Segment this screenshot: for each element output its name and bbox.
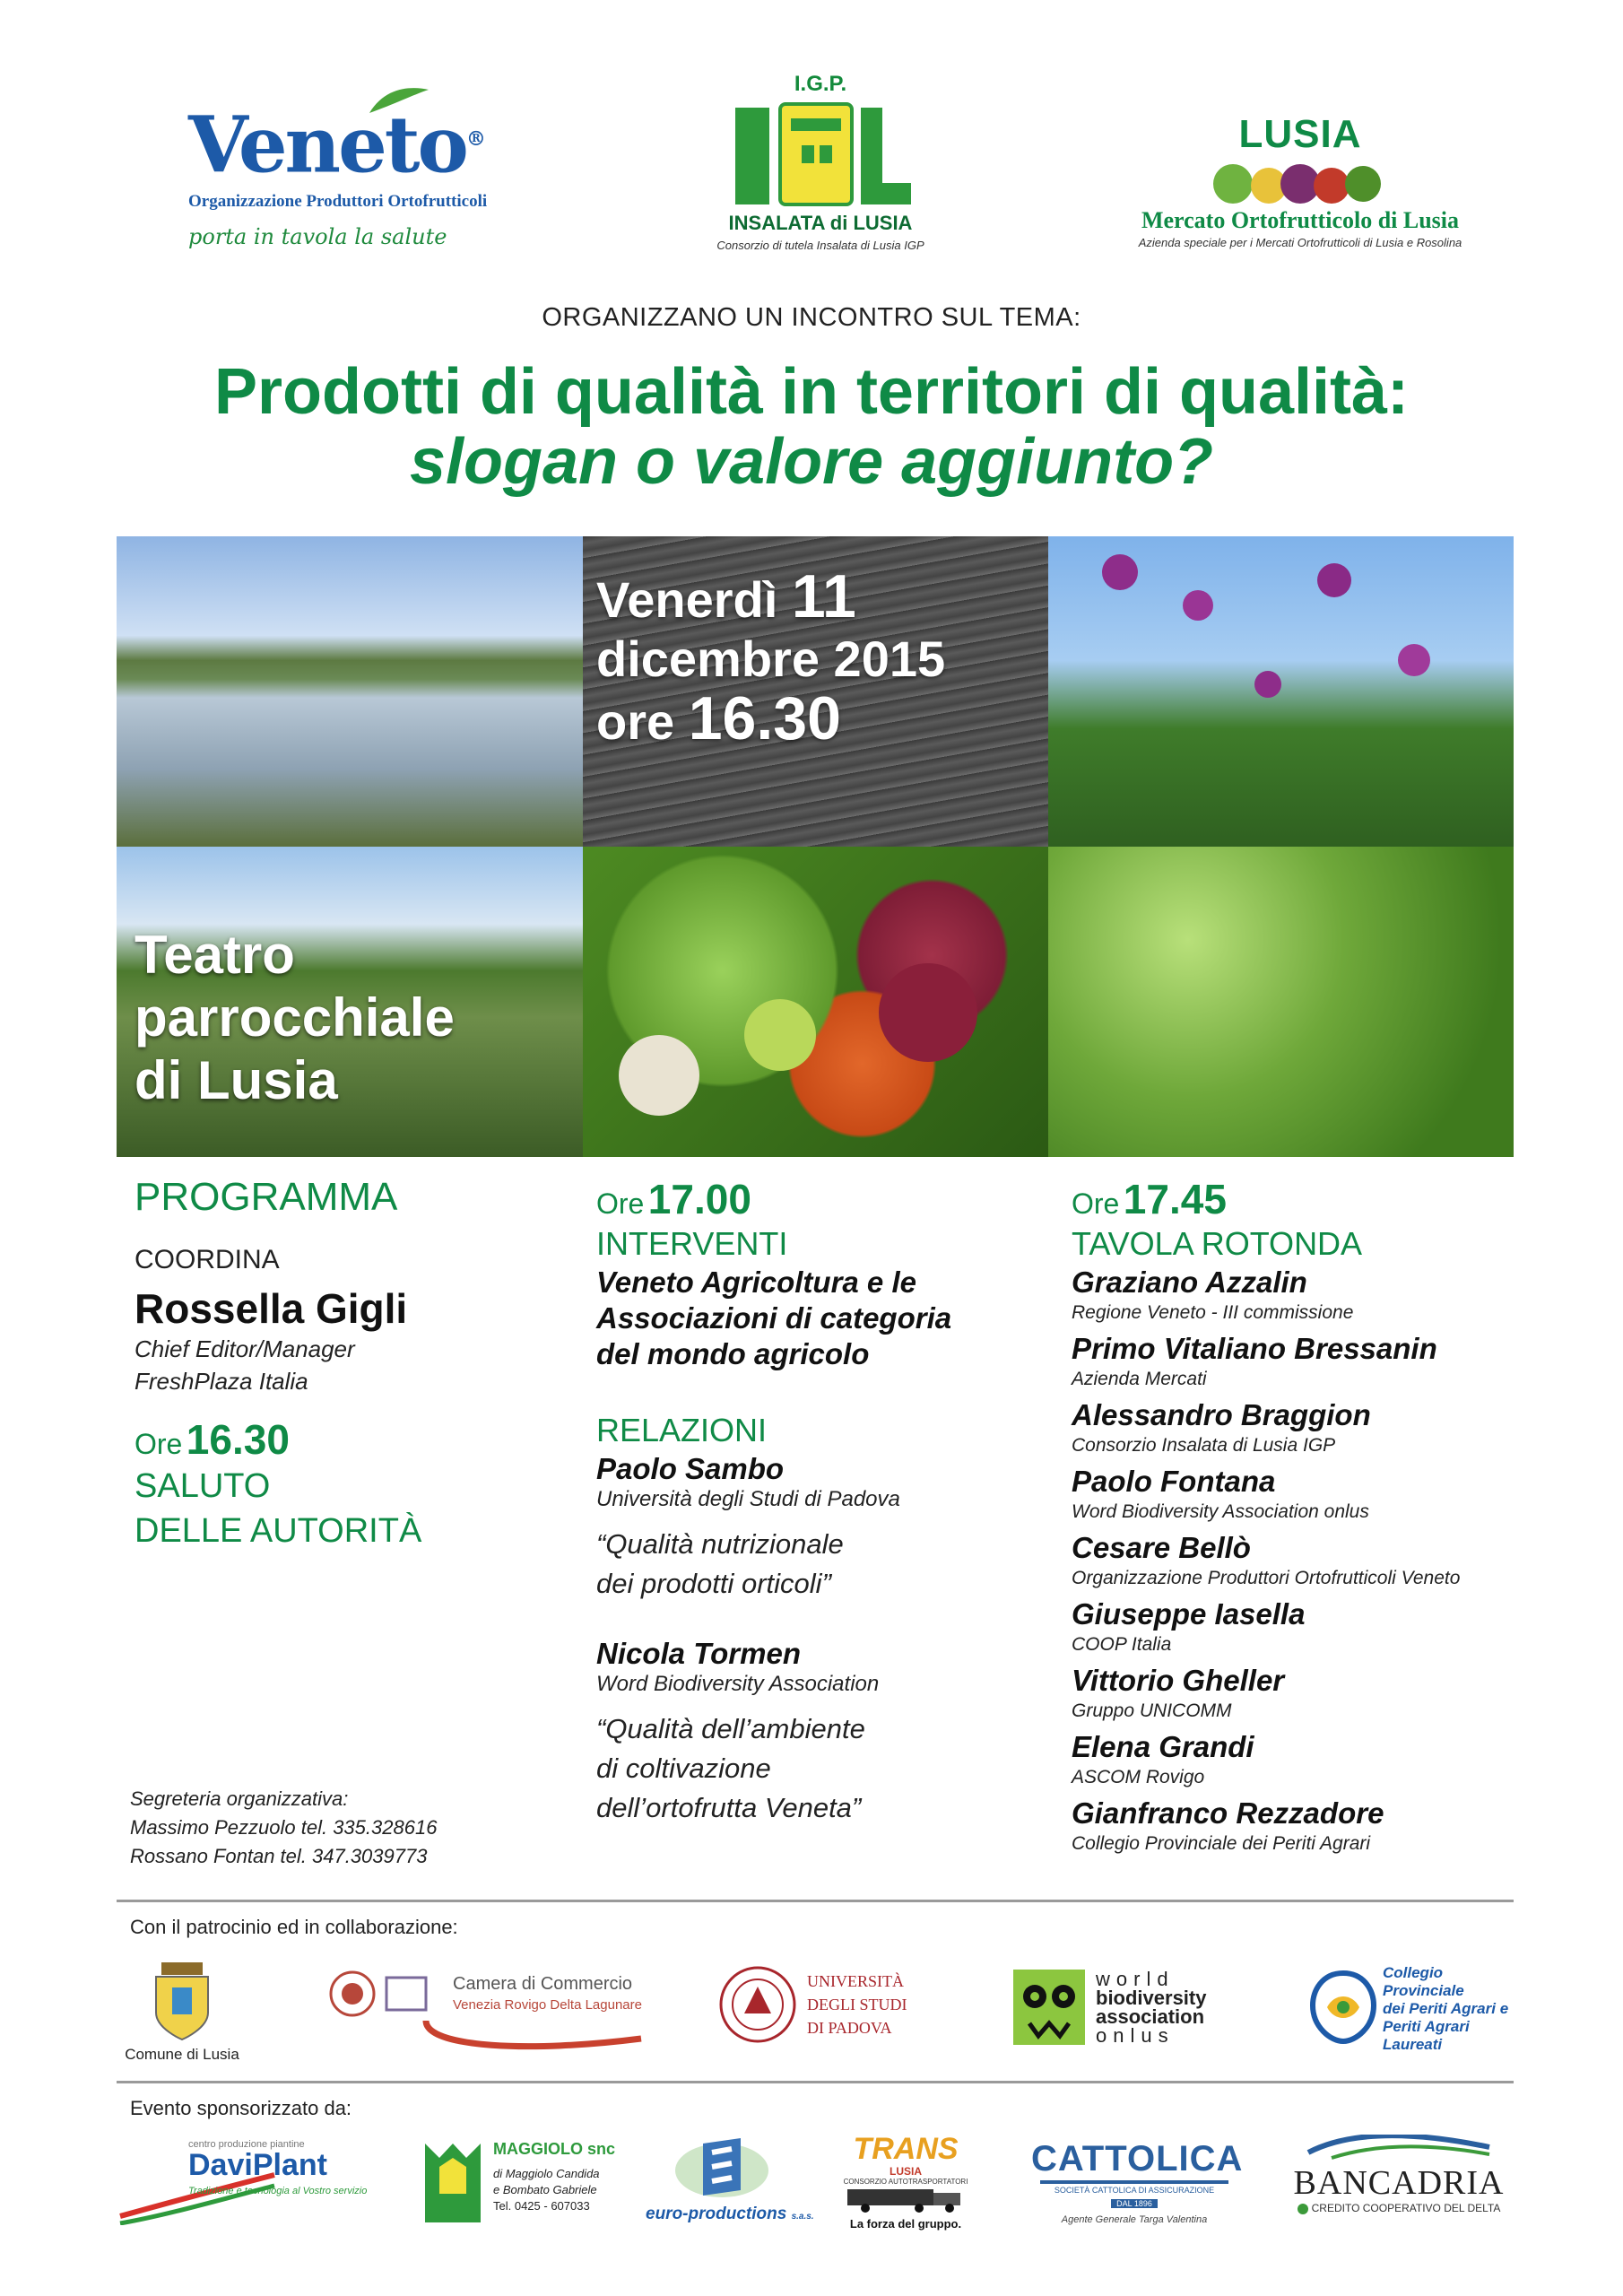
divider [117,1900,1514,1902]
bancadria-sub-text: CREDITO COOPERATIVO DEL DELTA [1311,2202,1501,2214]
lettuce-photo [1048,847,1514,1157]
wave-icon [1305,2135,1493,2160]
maggiolo-name: MAGGIOLO snc [493,2140,616,2158]
programme-column-3 [1072,1175,1538,1862]
session-title: TAVOLA ROTONDA [1072,1225,1363,1262]
panelist-org: Gruppo UNICOMM [1072,1700,1232,1721]
euro-legal: s.a.s. [791,2212,814,2222]
panelist [1072,1265,1538,1326]
speaker-org: Università degli Studi di Padova [596,1487,900,1511]
igp-label: I.G.P. [794,72,847,96]
venue-line: di Lusia [135,1050,338,1110]
maggiolo-line: e Bombato Gabriele [493,2183,597,2196]
veneto-sub: Organizzazione Produttori Ortofrutticoli [188,191,488,211]
owl-eyes-icon [1013,1970,1085,2045]
speaker-org: Word Biodiversity Association [596,1672,880,1696]
bcc-icon [1298,2204,1308,2214]
session-prefix: Ore [135,1428,183,1460]
igp-consortium: Consorzio di tutela Insalata di Lusia IGP [716,239,924,252]
panelist-org: Azienda Mercati [1072,1369,1207,1389]
event-venue [135,924,455,1112]
talk-title: “Qualità dell’ambiente [596,1713,865,1744]
maggiolo-mark-icon [421,2140,484,2226]
programme-column-1 [135,1175,529,1553]
programme-title: PROGRAMMA [135,1175,398,1219]
cattolica-since: DAL 1896 [1111,2199,1158,2208]
collegio-emblem-icon [1309,1970,1377,2045]
leaf-icon [368,86,430,117]
seal-icon [327,1969,435,2022]
interventi-line: del mondo agricolo [596,1337,870,1370]
session-title: DELLE AUTORITÀ [135,1512,422,1550]
panelist-org: Word Biodiversity Association onlus [1072,1501,1369,1522]
session-prefix: Ore [596,1187,645,1220]
river-photo [117,536,583,847]
panelist-name: Alessandro Braggion [1072,1398,1371,1431]
camera-area: Venezia Rovigo Delta Lagunare [453,1997,642,2013]
interventi-line: Associazioni di categoria [596,1301,952,1335]
daviplant-name: DaviPlant [188,2148,327,2182]
talk-title: dei prodotti orticoli” [596,1568,831,1599]
collegio-line: Laureati [1383,2036,1443,2053]
wba-line: world [1096,1968,1175,1990]
vegetables-icon [1206,157,1394,207]
cattolica-agent: Agente Generale Targa Valentina [1061,2214,1208,2225]
session-title: SALUTO [135,1467,271,1505]
comune-name: Comune di Lusia [125,2046,239,2063]
collegio-line: Collegio [1383,1964,1444,1981]
lusia-market-logo [1112,112,1488,265]
secretariat-contact: Rossano Fontan tel. 347.3039773 [130,1845,428,1867]
divider [117,2081,1514,2083]
veneto-logo [188,99,511,269]
euro-brand: euro-productions [646,2205,787,2223]
university-line: UNIVERSITÀ [807,1972,904,1990]
panelist [1072,1397,1538,1458]
panelist [1072,1464,1538,1525]
cattolica-logo [1031,2139,1244,2229]
talk-title: dell’ortofrutta Veneta” [596,1792,862,1823]
panelist [1072,1530,1538,1591]
vegetables-photo [583,847,1048,1157]
venue-line: parrocchiale [135,987,455,1048]
euro-productions-logo [646,2135,825,2233]
swoosh-icon [421,2012,646,2057]
euro-name [646,2205,814,2224]
coord-org: FreshPlaza Italia [135,1368,308,1395]
session-prefix: Ore [1072,1187,1120,1220]
panelist-name: Paolo Fontana [1072,1465,1276,1498]
venue-line: Teatro [135,925,295,985]
programme-column-2 [596,1175,1027,1828]
patronage-label: Con il patrocinio ed in collaborazione: [130,1916,458,1938]
session-title: INTERVENTI [596,1225,788,1262]
headline-line1: Prodotti di qualità in territori di qualità: [214,356,1409,428]
maggiolo-logo [421,2135,619,2233]
event-time-prefix: ore [596,693,675,750]
bancadria-logo [1278,2135,1520,2233]
panelist-name: Gianfranco Rezzadore [1072,1796,1384,1830]
speaker-name: Paolo Sambo [596,1452,785,1485]
cattolica-sub: SOCIETÀ CATTOLICA DI ASSICURAZIONE [1054,2186,1215,2195]
panelist-org: Consorzio Insalata di Lusia IGP [1072,1435,1336,1456]
coord-label: COORDINA [135,1245,280,1274]
daviplant-top: centro produzione piantine [188,2139,305,2150]
session-time: 16.30 [186,1416,290,1463]
panelist [1072,1331,1538,1392]
relazioni-title: RELAZIONI [596,1412,768,1448]
trans-lusia: LUSIA [890,2165,922,2178]
session-time: 17.45 [1123,1176,1227,1222]
panelist-org: Collegio Provinciale dei Periti Agrari [1072,1833,1371,1854]
university-seal-icon [717,1964,798,2045]
panelist-org: Regione Veneto - III commissione [1072,1302,1354,1323]
coat-of-arms-icon [151,1961,213,2041]
event-time: 16.30 [688,684,841,752]
lusia-agency: Azienda speciale per i Mercati Ortofrutticoli di Lusia e Rosolina [1138,236,1462,249]
collegio-line: Provinciale [1383,1982,1464,1999]
panelist-org: COOP Italia [1072,1634,1172,1655]
university-line: DI PADOVA [807,2019,892,2037]
event-day: Venerdì [596,571,778,628]
intro-text: ORGANIZZANO UN INCONTRO SUL TEMA: [542,303,1081,332]
maggiolo-line: di Maggiolo Candida [493,2167,600,2180]
bancadria-sub [1278,2202,1520,2214]
panelist-name: Vittorio Gheller [1072,1664,1285,1697]
panelist-org: Organizzazione Produttori Ortofrutticoli Veneto [1072,1568,1461,1588]
sponsors-label: Evento sponsorizzato da: [130,2097,352,2119]
headline [0,357,1623,497]
daviplant-logo [117,2139,368,2229]
panelist-name: Giuseppe Iasella [1072,1597,1306,1631]
veneto-reg: ® [465,127,483,151]
panelist [1072,1729,1538,1790]
insalata-mark-icon [726,100,915,208]
lusia-title: LUSIA [1238,112,1362,156]
trans-name: TRANS [853,2132,959,2166]
event-month-year: dicembre 2015 [596,631,946,687]
secretariat-contact: Massimo Pezzuolo tel. 335.328616 [130,1816,438,1839]
collegio-line: dei Periti Agrari e [1383,2000,1509,2017]
session-time: 17.00 [647,1176,751,1222]
wba-line: onlus [1096,2024,1175,2047]
talk-title: di coltivazione [596,1752,771,1784]
panelist-name: Elena Grandi [1072,1730,1254,1763]
truck-icon [838,2186,973,2213]
secretariat [130,1785,437,1871]
secretariat-label: Segreteria organizzativa: [130,1787,349,1810]
speaker-name: Nicola Tormen [596,1637,801,1670]
coord-name: Rossella Gigli [135,1285,408,1332]
flowers-photo [1048,536,1514,847]
panelist-name: Graziano Azzalin [1072,1265,1307,1299]
wba-line: association [1096,2005,1205,2028]
interventi-line: Veneto Agricoltura e le [596,1265,916,1299]
cattolica-bar [1040,2180,1228,2184]
daviplant-sub: Tradizione e tecnologia al Vostro servizio [188,2186,368,2196]
panelist [1072,1663,1538,1724]
panelist [1072,1596,1538,1657]
university-line: DEGLI STUDI [807,1996,907,2013]
panelist-name: Primo Vitaliano Bressanin [1072,1332,1437,1365]
bancadria-name: BANCADRIA [1293,2164,1505,2202]
panelist [1072,1796,1538,1857]
comune-lusia-logo [115,1961,249,2064]
coord-role: Chief Editor/Manager [135,1335,355,1362]
talk-title: “Qualità nutrizionale [596,1528,844,1560]
veneto-brand: Veneto [188,100,466,191]
igp-logo [708,72,933,260]
collegio-line: Periti Agrari [1383,2018,1470,2035]
headline-line2: slogan o valore aggiunto? [409,426,1214,498]
lusia-market-name: Mercato Ortofrutticolo di Lusia [1141,207,1460,233]
wba-line: biodiversity [1096,1987,1207,2009]
camera-name: Camera di Commercio [453,1974,633,1994]
igp-name: INSALATA di LUSIA [728,212,913,234]
panelist-org: ASCOM Rovigo [1072,1767,1205,1787]
veneto-tagline: porta in tavola la salute [188,223,447,249]
maggiolo-phone: Tel. 0425 - 607033 [493,2199,590,2213]
trans-tagline: La forza del gruppo. [849,2217,962,2231]
panelist-name: Cesare Bellò [1072,1531,1251,1564]
trans-lusia-logo [829,2133,982,2236]
event-day-number: 11 [791,562,856,631]
event-date [596,562,946,752]
euro-productions-mark-icon [673,2135,771,2201]
trans-sub: CONSORZIO AUTOTRASPORTATORI [843,2178,968,2186]
cattolica-name: CATTOLICA [1031,2139,1244,2179]
